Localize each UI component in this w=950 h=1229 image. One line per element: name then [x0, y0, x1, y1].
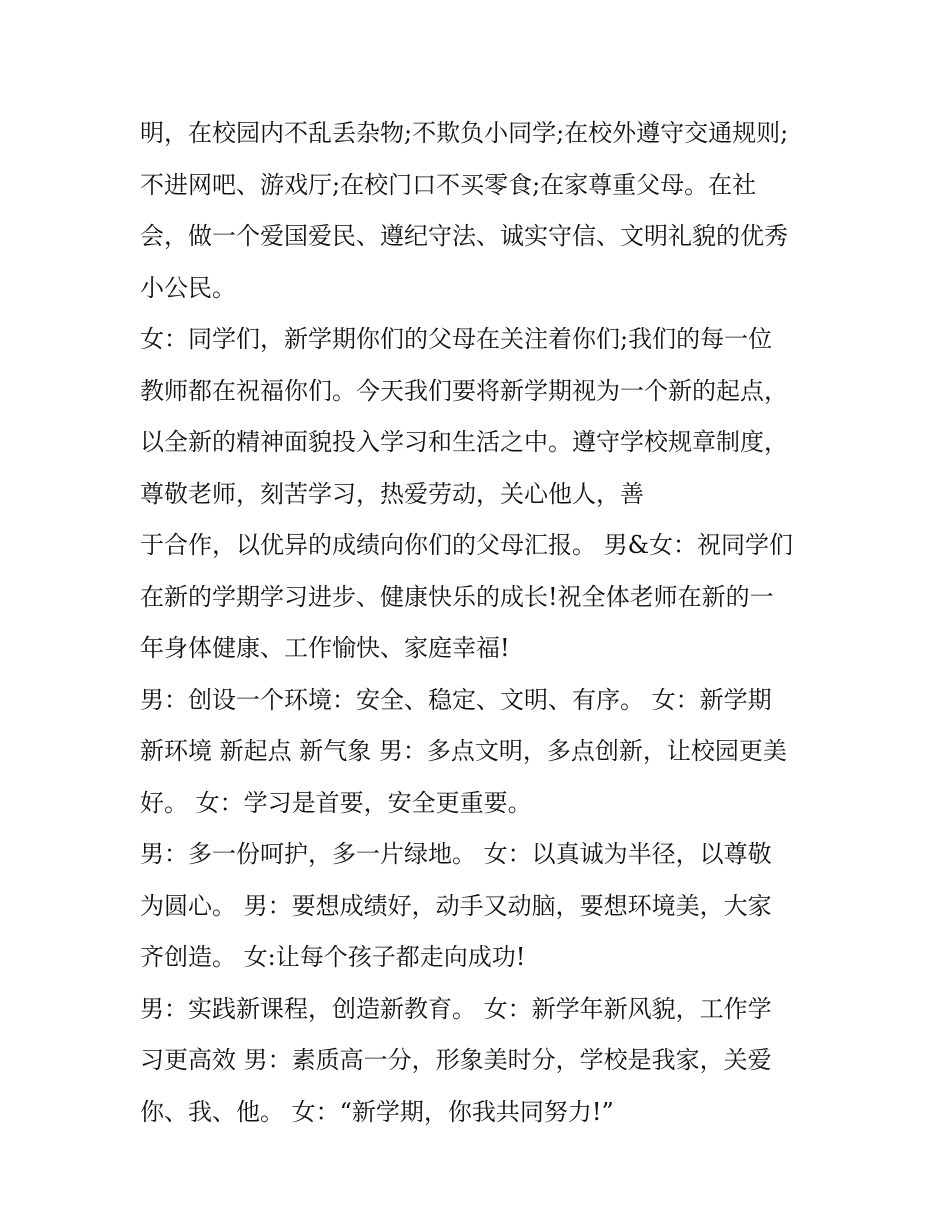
text-line: 不进网吧、游戏厅;在校门口不买零食;在家尊重父母。在社 [140, 170, 757, 199]
text-line: 明，在校园内不乱丢杂物;不欺负小同学;在校外遵守交通规则; [140, 119, 789, 147]
text-line: 为圆心。 男：要想成绩好，动手又动脑，要想环境美，大家 [140, 891, 772, 920]
text-line: 于合作，以优异的成绩向你们的父母汇报。 男&女：祝同学们 [140, 531, 793, 559]
body-text [140, 108, 830, 1138]
text-line: 尊敬老师，刻苦学习，热爱劳动，关心他人，善 [140, 479, 644, 508]
text-line: 男：创设一个环境：安全、稳定、文明、有序。 女：新学期 [140, 685, 772, 714]
text-line: 女：同学们，新学期你们的父母在关注着你们;我们的每一位 [140, 325, 773, 353]
text-line: 新环境 新起点 新气象 男：多点文明，多点创新，让校园更美 [140, 737, 787, 765]
text-line: 教师都在祝福你们。今天我们要将新学期视为一个新的起点， [140, 376, 788, 405]
text-line: 男：实践新课程，创造新教育。 女：新学年新风貌，工作学 [140, 994, 772, 1023]
text-line: 男：多一份呵护，多一片绿地。 女：以真诚为半径，以尊敬 [140, 840, 772, 868]
text-line: 在新的学期学习进步、健康快乐的成长!祝全体老师在新的一 [140, 582, 774, 611]
text-line: 会，做一个爱国爱民、遵纪守法、诚实守信、文明礼貌的优秀 [140, 222, 788, 250]
text-line: 齐创造。 女:让每个孩子都走向成功! [140, 943, 526, 971]
text-line: 你、我、他。 女：“新学期，你我共同努力!” [140, 1097, 614, 1126]
text-line: 小公民。 [140, 273, 236, 302]
text-line: 年身体健康、工作愉快、家庭幸福! [140, 634, 510, 662]
text-line: 好。 女：学习是首要，安全更重要。 [140, 788, 532, 817]
text-line: 以全新的精神面貌投入学习和生活之中。遵守学校规章制度， [140, 428, 788, 456]
text-line: 习更高效 男：素质高一分，形象美时分，学校是我家，关爱 [140, 1046, 772, 1074]
